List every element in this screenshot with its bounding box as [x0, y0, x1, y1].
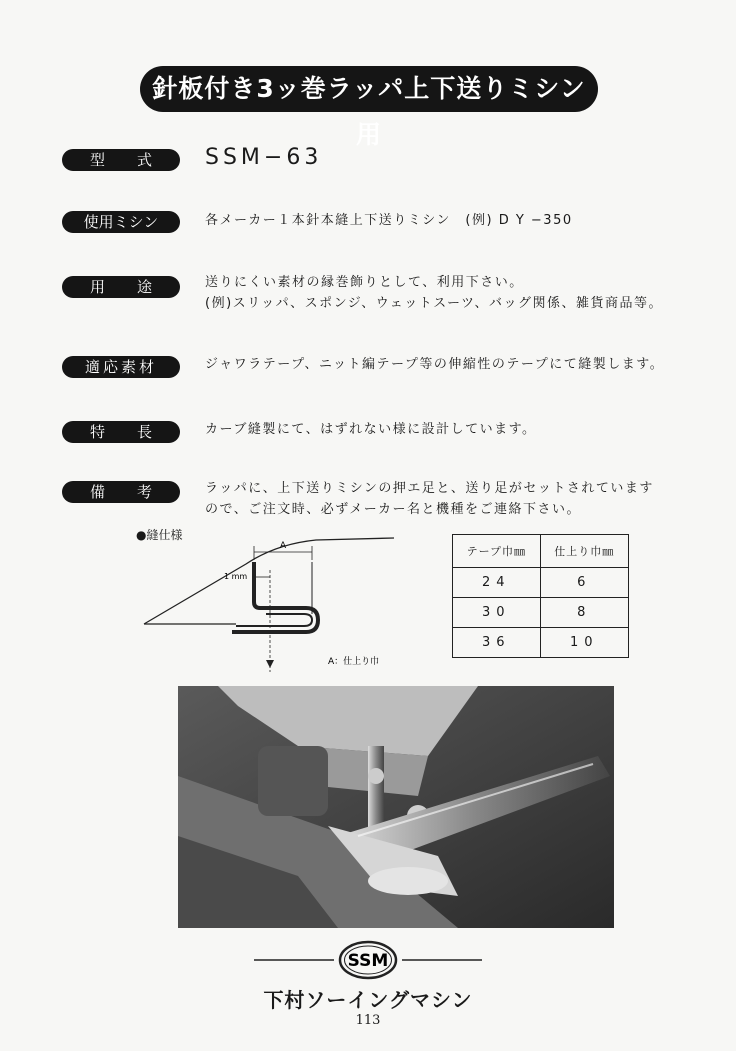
- usage-line-2: (例)スリッパ、スポンジ、ウェットスーツ、バッグ関係、雑貨商品等。: [205, 296, 664, 311]
- dim-caption: A：仕上り巾: [328, 657, 380, 667]
- label-feature: [62, 421, 180, 443]
- table-cell: 6: [540, 568, 628, 598]
- sewing-spec-label: ●縫仕様: [136, 528, 183, 542]
- label-model-b: 式: [136, 151, 152, 169]
- widths-table: [452, 534, 629, 658]
- tape-fold-inner: [236, 614, 312, 626]
- label-model: [62, 149, 180, 171]
- table-cell: 8: [540, 598, 628, 628]
- table-row: [453, 628, 629, 658]
- table-header-row: [453, 535, 629, 568]
- logo-text: SSM: [347, 951, 389, 971]
- label-usage-a: 用: [90, 278, 106, 296]
- sewing-spec-diagram: [136, 532, 406, 672]
- usage-line-1: 送りにくい素材の縁巻飾りとして、利用下さい。: [205, 275, 524, 290]
- model-value: SSM−63: [205, 145, 323, 170]
- table-row: [453, 598, 629, 628]
- stitch-arrow-icon: [266, 660, 274, 668]
- table-header-finished: 仕上り巾㎜: [540, 535, 628, 568]
- label-material: 適応素材: [62, 356, 180, 378]
- table-cell: 36: [453, 628, 541, 658]
- label-remarks-a: 備: [90, 483, 106, 501]
- label-feature-a: 特: [90, 423, 106, 441]
- label-usage-b: 途: [136, 278, 152, 296]
- label-usage: [62, 276, 180, 298]
- label-machine: 使用ミシン: [62, 211, 180, 233]
- dim-1mm-label: 1 mm: [224, 572, 248, 581]
- feature-value: カーブ縫製にて、はずれない様に設計しています。: [205, 422, 537, 437]
- machine-value: 各メーカー１本針本縫上下送りミシン (例) D Y −350: [205, 213, 573, 228]
- table-cell: 24: [453, 568, 541, 598]
- product-photo: [178, 686, 614, 928]
- company-name: 下村ソーイングマシン: [263, 988, 473, 1012]
- material-value: ジャワラテープ、ニット編テープ等の伸縮性のテープにて縫製します。: [205, 357, 665, 372]
- table-header-tape: テープ巾㎜: [453, 535, 541, 568]
- table-cell: 10: [540, 628, 628, 658]
- ssm-logo: [254, 938, 482, 982]
- label-model-a: 型: [90, 151, 106, 169]
- label-feature-b: 長: [136, 423, 152, 441]
- label-remarks: [62, 481, 180, 503]
- fabric-top-line: [144, 538, 394, 624]
- dim-a-label: A: [279, 541, 287, 551]
- remarks-line-1: ラッパに、上下送りミシンの押エ足と、送り足がセットされています: [205, 481, 654, 496]
- page-number: 113: [355, 1013, 381, 1028]
- page-title: 針板付き3ッ巻ラッパ上下送りミシン用: [140, 66, 598, 112]
- remarks-line-2: ので、ご注文時、必ずメーカー名と機種をご連絡下さい。: [205, 502, 581, 517]
- table-cell: 30: [453, 598, 541, 628]
- label-remarks-b: 考: [136, 483, 152, 501]
- table-row: [453, 568, 629, 598]
